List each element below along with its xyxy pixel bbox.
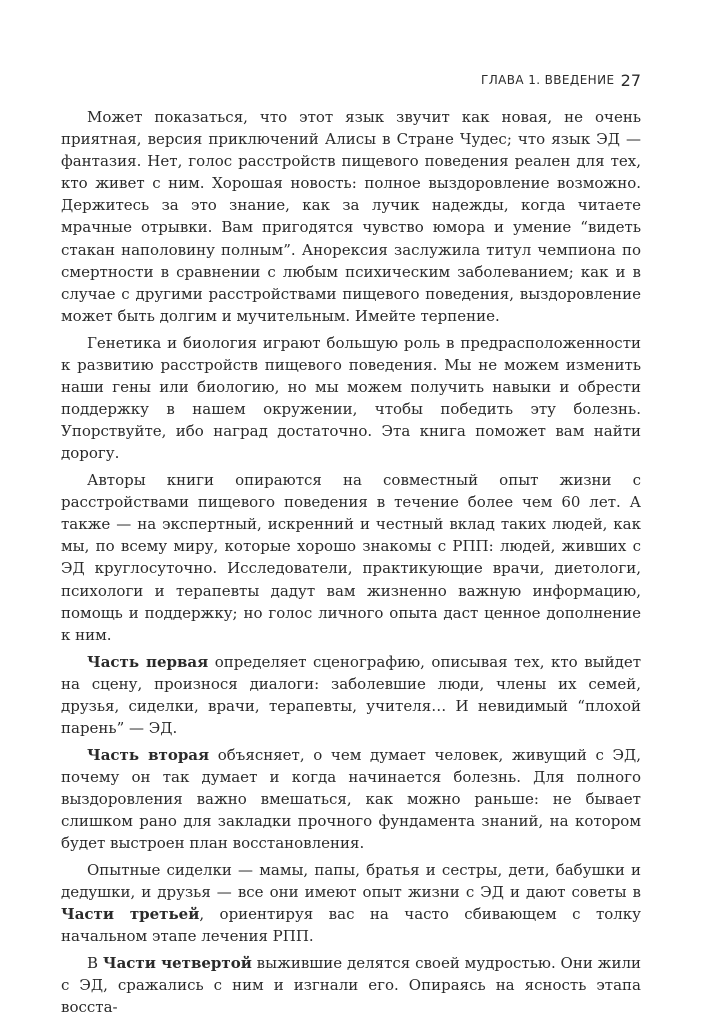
paragraph: [61, 859, 641, 947]
paragraph: Генетика и биология играют большую роль в предрасположенности к развитию расстройств пищевого поведения. Мы не можем изменить наши гены или биологию, но мы можем получить навыки и обрести поддержку в нашем окружении, чтобы победить эту болезнь. Упорствуйте, ибо наград достаточно. Эта книга поможет вам найти дорогу.: [61, 333, 641, 463]
part-title: Части четвертой: [102, 954, 252, 973]
page-number: 27: [620, 71, 641, 90]
running-head: ГЛАВА 1. ВВЕДЕНИЕ: [481, 73, 615, 87]
part-title: Часть первая: [87, 652, 209, 671]
paragraph-text: определяет сценографию, описывая тех, кто выйдет на сцену, произнося диалоги: заболевшие люди, члены их семей, друзья, сиделки, врачи, терапевты, учителя… И невидимый “плохой парень” — ЭД.: [61, 652, 642, 737]
part-title: Часть вторая: [87, 745, 210, 764]
paragraph: [61, 651, 641, 739]
part-title: Части третьей: [61, 905, 200, 924]
paragraph: Авторы книги опираются на совместный опыт жизни с расстройствами пищевого поведения в течение более чем 60 лет. А также — на экспертный, искренний и честный вклад таких людей, как мы, по всему миру, которые хорошо знакомы с РПП: людей, живших с ЭД круглосуточно. Исследователи, практикующие врачи, диетологи, психологи и терапевты дадут вам жизненно важную информацию, помощь и поддержку; но голос личного опыта даст ценное дополнение к ним.: [61, 471, 641, 644]
paragraph-lead: В: [87, 954, 103, 973]
paragraph-text: выжившие делятся своей мудростью. Они жили с ЭД, сражались с ним и изгнали его. Опираясь на ясность этапа восста-: [61, 954, 642, 1017]
paragraph: [61, 952, 641, 1018]
paragraph: [61, 744, 641, 854]
paragraph-lead: Опытные сиделки — мамы, папы, братья и сестры, дети, бабушки и дедушки, и друзья — все они имеют опыт жизни с ЭД и дают советы в: [61, 861, 641, 902]
body-text: [61, 106, 641, 1023]
paragraph-text: объясняет, о чем думает человек, живущий с ЭД, почему он так думает и когда начинается болезнь. Для полного выздоровления важно вмешаться, как можно раньше: не бывает слишком рано для закладки прочного фундамента знаний, на котором будет выстроен план восстановления.: [61, 745, 641, 853]
paragraph: Может показаться, что этот язык звучит как новая, не очень приятная, версия приключений Алисы в Стране Чудес; что язык ЭД — фантазия. Нет, голос расстройств пищевого поведения реален для тех, кто живет с ним. Хорошая новость: полное выздоровление возможно. Держитесь за это знание, как за лучик надежды, когда читаете мрачные отрывки. Вам пригодятся чувство юмора и умение “видеть стакан наполовину полным”. Анорексия заслужила титул чемпиона по смертности в сравнении с любым психическим заболеванием; как и в случае с другими расстройствами пищевого поведения, выздоровление может быть долгим и мучительным. Имейте терпение.: [61, 108, 641, 325]
paragraph-text: , ориентируя вас на часто сбивающем с толку начальном этапе лечения РПП.: [61, 905, 641, 946]
